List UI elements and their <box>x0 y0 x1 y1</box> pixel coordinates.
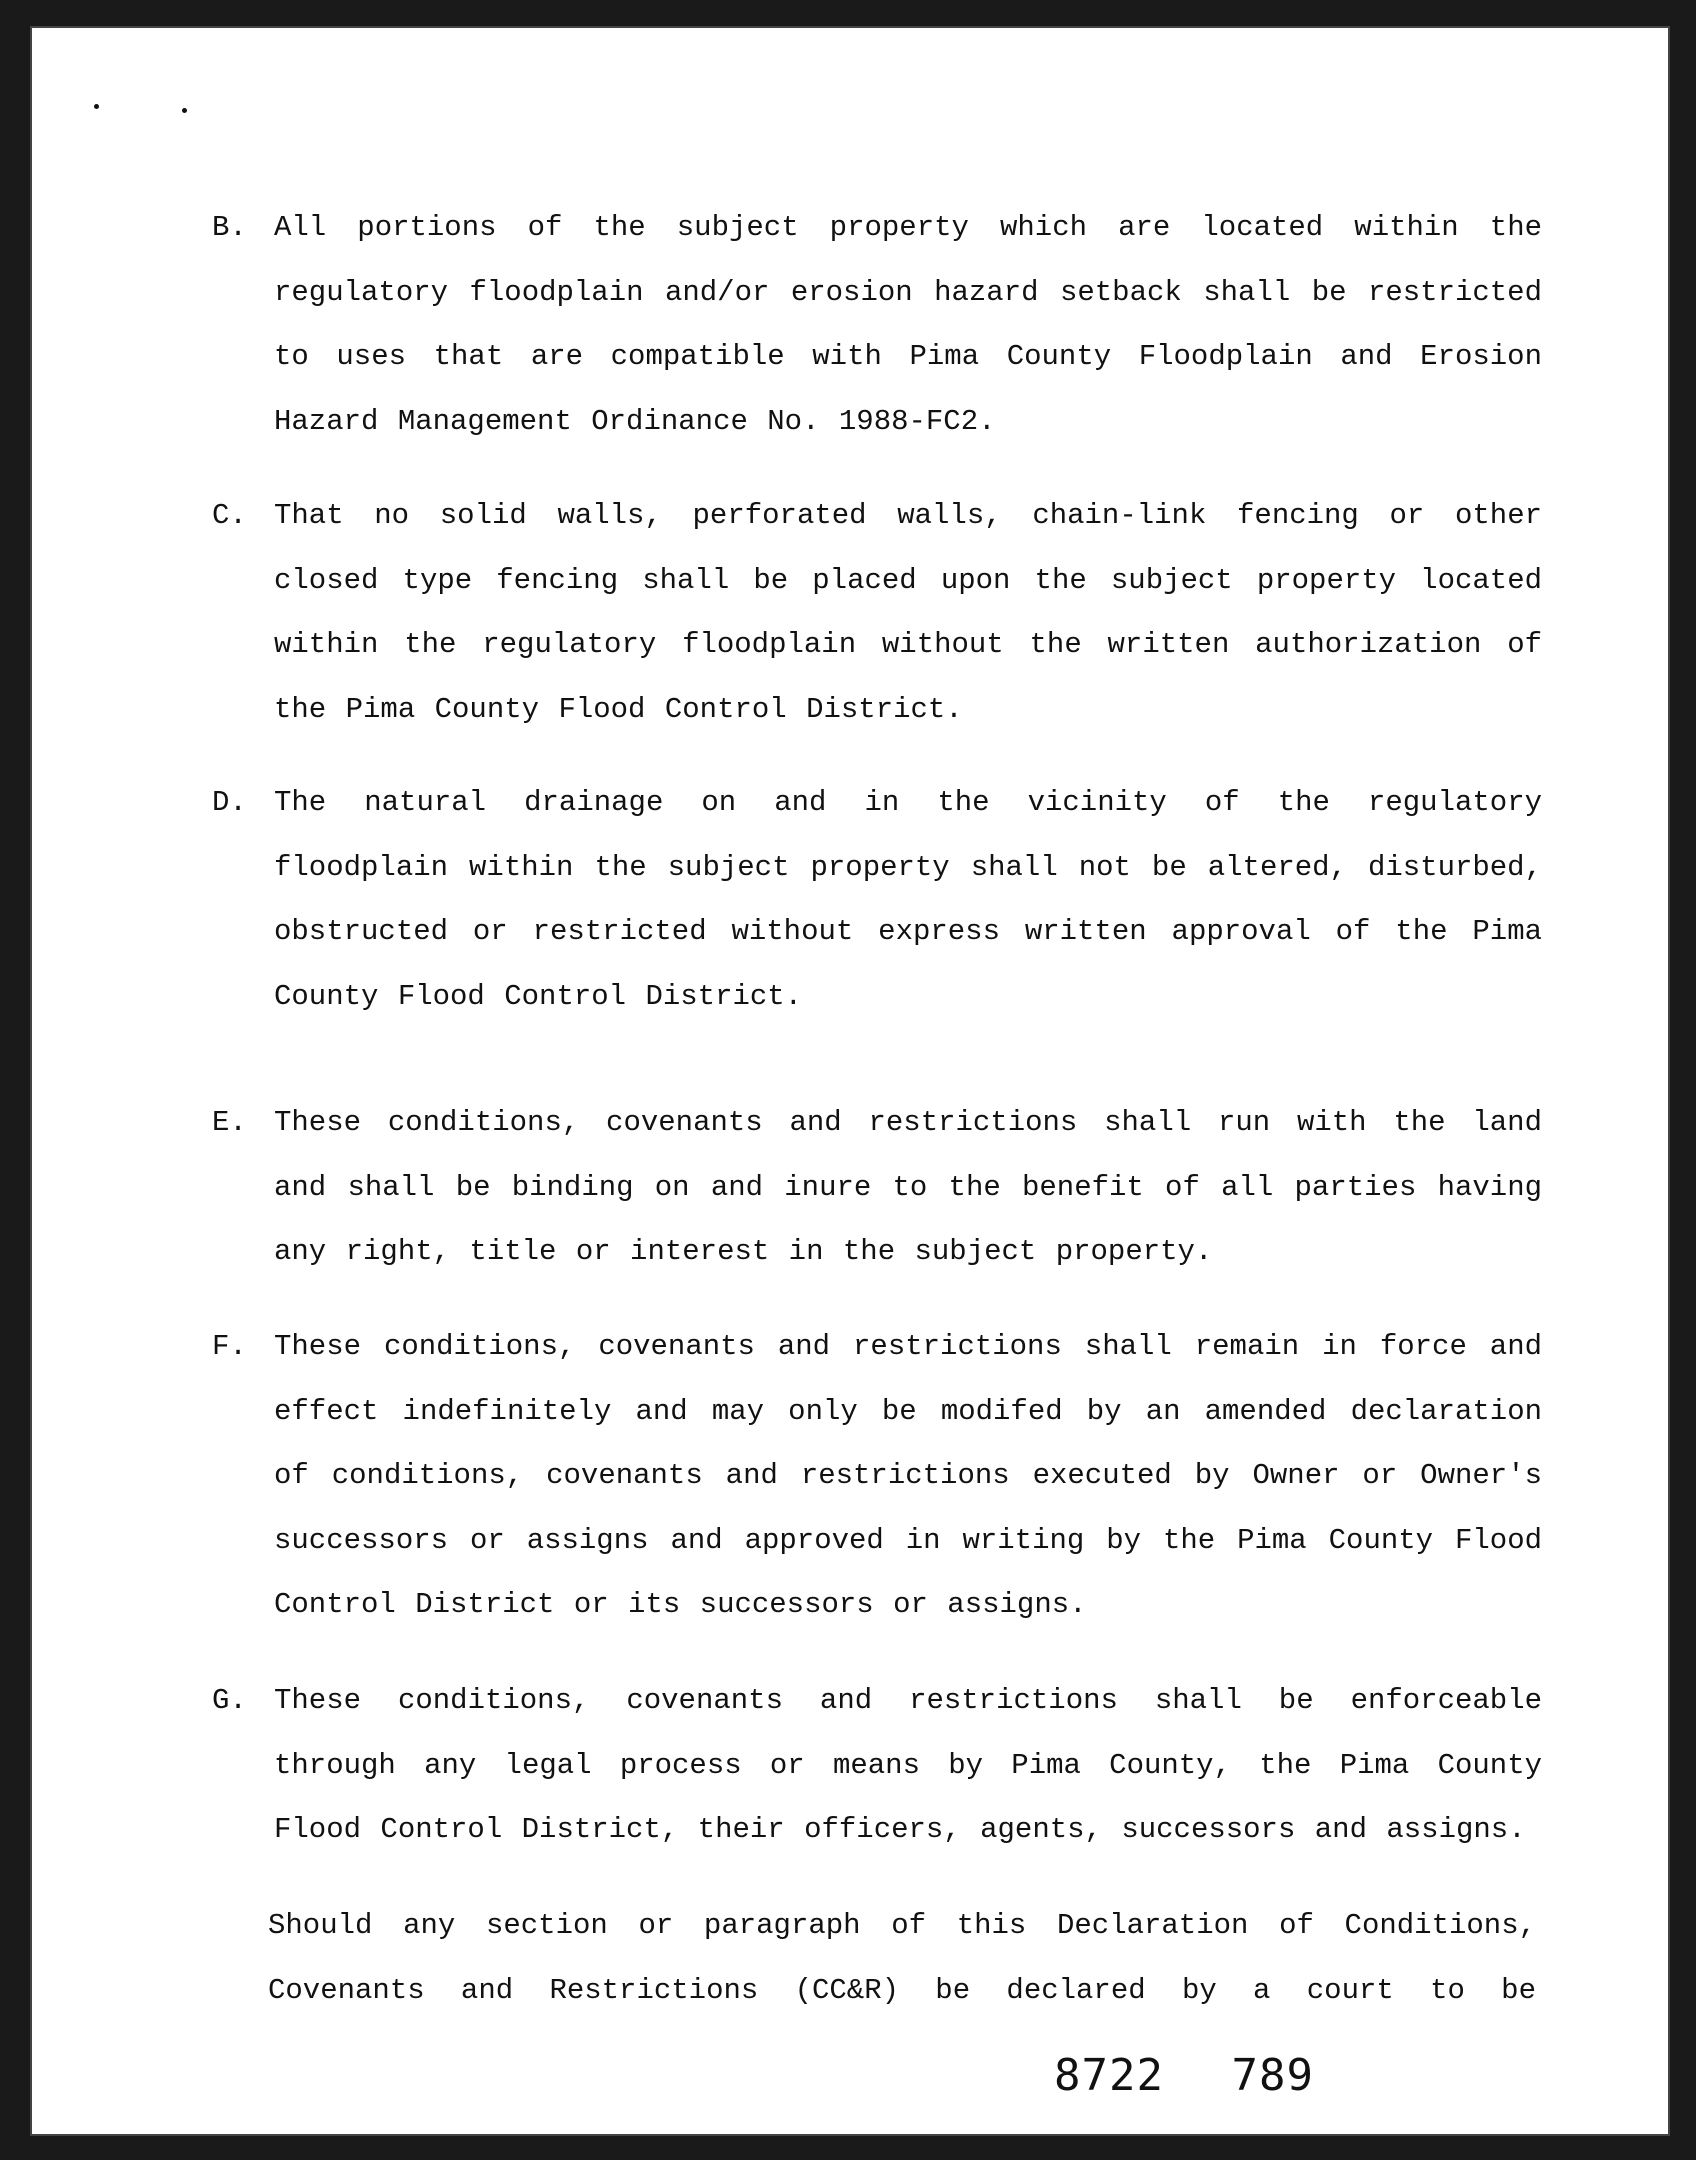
clause-letter: B. <box>212 211 247 244</box>
scan-speck <box>182 108 187 113</box>
clause-text: These conditions, covenants and restrictions shall run with the land and shall be binding on and inure to the benefit of all parties having any right, title or interest in the subject property. <box>274 1106 1542 1268</box>
page-reference <box>1054 2050 1314 2101</box>
closing-paragraph: Should any section or paragraph of this Declaration of Conditions, Covenants and Restrictions (CC&R) be declared by a court to be <box>268 1909 1536 2007</box>
clause-b <box>212 196 1542 456</box>
clause-text: That no solid walls, perforated walls, chain-link fencing or other closed type fencing shall be placed upon the subject property located within the regulatory floodplain without the written authorization of the Pima County Flood Control District. <box>274 499 1542 726</box>
clause-letter: E. <box>212 1106 247 1139</box>
clause-text: The natural drainage on and in the vicinity of the regulatory floodplain within the subject property shall not be altered, disturbed, obstructed or restricted without express written approval of the Pima County Flood Control District. <box>274 786 1542 1013</box>
clause-letter: F. <box>212 1330 247 1363</box>
clause-text: These conditions, covenants and restrictions shall be enforceable through any legal process or means by Pima County, the Pima County Flood Control District, their officers, agents, successors and assigns. <box>274 1684 1542 1846</box>
clause-text: All portions of the subject property which are located within the regulatory floodplain and/or erosion hazard setback shall be restricted to uses that are compatible with Pima County Floodplain and Erosion Hazard Management Ordinance No. 1988-FC2. <box>274 211 1542 438</box>
book-number: 8722 <box>1054 2050 1164 2101</box>
clause-c <box>212 484 1542 744</box>
scan-speck <box>94 104 99 109</box>
page-number: 789 <box>1231 2050 1314 2101</box>
clause-letter: D. <box>212 786 247 819</box>
clause-letter: C. <box>212 499 247 532</box>
clause-letter: G. <box>212 1684 247 1717</box>
clause-text: These conditions, covenants and restrictions shall remain in force and effect indefinitely and may only be modifed by an amended declaration of conditions, covenants and restrictions executed by Owner or Owner's successors or assigns and approved in writing by the Pima County Flood Control District or its successors or assigns. <box>274 1330 1542 1621</box>
clause-f <box>212 1315 1542 1640</box>
clause-d <box>212 771 1542 1031</box>
clause-e <box>212 1091 1542 1286</box>
document-page <box>30 26 1670 2136</box>
clause-g <box>212 1669 1542 1864</box>
